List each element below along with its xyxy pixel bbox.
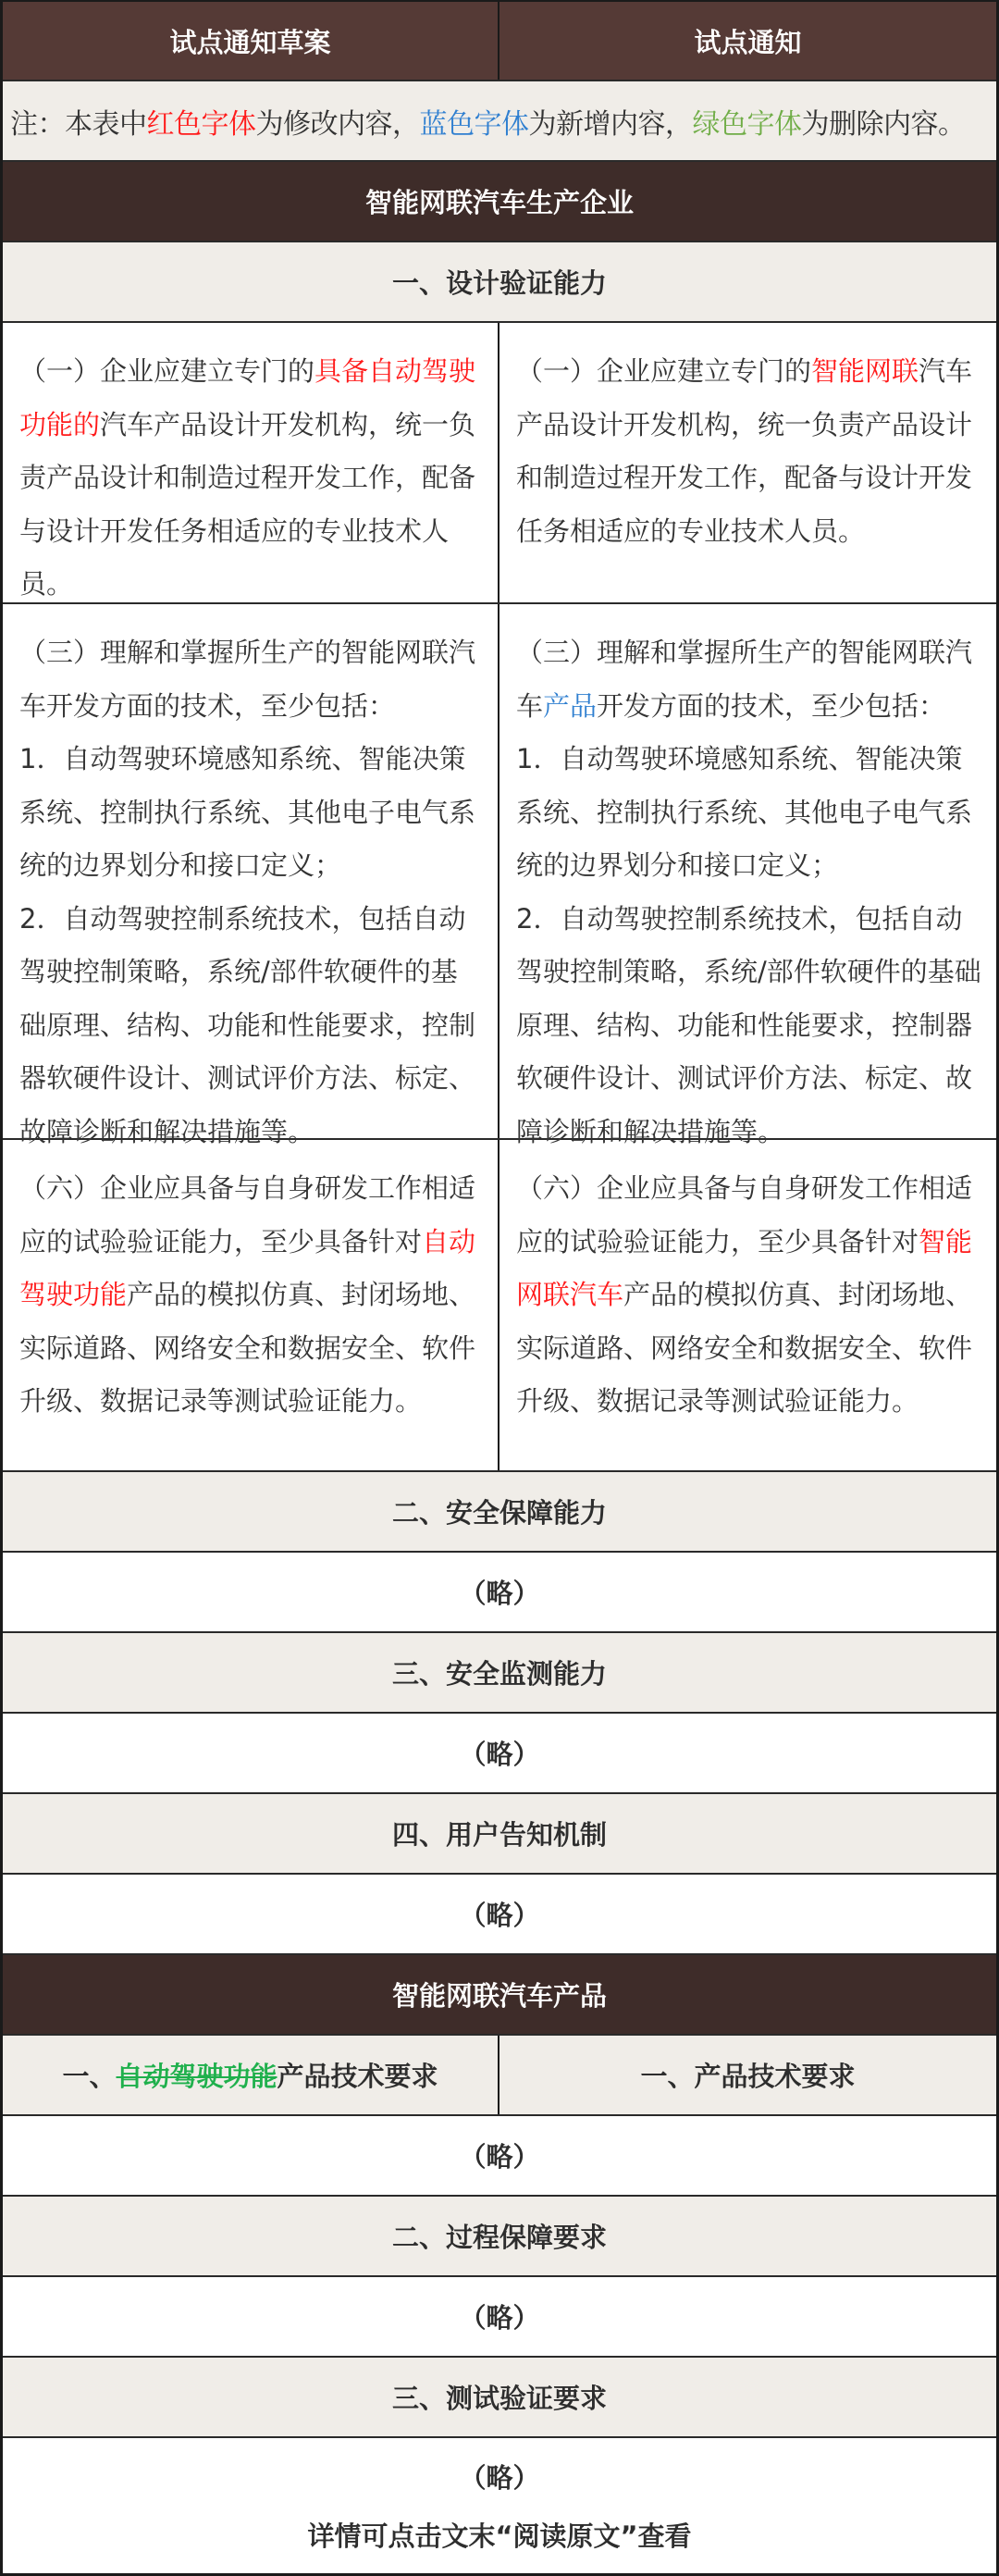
final-cell	[3, 2438, 996, 2573]
draft-clause-3	[3, 604, 500, 1147]
list-item: 1．自动驾驶环境感知系统、智能决策系统、控制执行系统、其他电子电气系统的边界划分和接口定义；	[19, 743, 476, 881]
omitted-text: （略）	[459, 1739, 540, 1770]
subsection-title: 三、测试验证要求	[391, 2383, 607, 2414]
modified-text: 智能网联汽车	[516, 1225, 973, 1310]
legend-mid2: 为新增内容，	[528, 107, 693, 141]
added-text: 产品	[543, 689, 598, 722]
omitted-text: （略）	[459, 1900, 540, 1931]
list-item: 2．自动驾驶控制系统技术，包括自动驾驶控制策略，系统/部件软硬件的基础原理、结构、功能和性能要求，控制器软硬件设计、测试评价方法、标定、故障诊断和解决措施等。	[19, 902, 476, 1147]
text: （三）理解和掌握所生产的智能网联汽车开发方面的技术，至少包括：	[19, 637, 476, 722]
omitted-text: （略）	[459, 1578, 540, 1609]
read-original-note: 详情可点击文末“阅读原文”查看	[307, 2520, 692, 2552]
text: 产品的模拟仿真、封闭场地、实际道路、网络安全和数据安全、软件升级、数据记录等测试验证能力。	[19, 1279, 476, 1417]
draft-clause-1	[3, 323, 500, 602]
text: 产品的模拟仿真、封闭场地、实际道路、网络安全和数据安全、软件升级、数据记录等测试验证能力。	[516, 1279, 973, 1417]
header-draft: 试点通知草案	[3, 2, 500, 80]
omitted-row	[3, 1553, 996, 1633]
subsection-title: 四、用户告知机制	[391, 1819, 607, 1851]
subsection-test-verification	[3, 2358, 996, 2438]
table-header-row	[3, 2, 996, 81]
legend-red: 红色字体	[146, 107, 256, 141]
header-final: 试点通知	[694, 26, 802, 58]
subsection-process-assurance	[3, 2197, 996, 2277]
subsection-title: 二、过程保障要求	[391, 2222, 607, 2253]
final-product-tech-title: 一、产品技术要求	[640, 2061, 856, 2092]
subsection-product-tech	[3, 2036, 996, 2116]
final-clause-6	[500, 1140, 996, 1470]
section-title: 智能网联汽车产品	[391, 1980, 607, 2012]
deleted-text: 自动驾驶功能	[116, 2061, 278, 2092]
draft-clause-6	[3, 1140, 500, 1470]
text: 一、	[62, 2061, 117, 2092]
subsection-user-notification	[3, 1794, 996, 1875]
section-title: 智能网联汽车生产企业	[364, 187, 634, 218]
modified-text: 智能网联	[811, 355, 919, 387]
legend-prefix: 注：本表中	[10, 107, 147, 141]
omitted-text: （略）	[459, 2302, 540, 2334]
text: 开发方面的技术，至少包括：	[597, 689, 946, 722]
omitted-row	[3, 1714, 996, 1794]
modified-text: 具备自动驾驶功能的	[19, 355, 476, 440]
legend-suffix: 为删除内容。	[801, 107, 966, 141]
text: （六）企业应具备与自身研发工作相适应的试验验证能力，至少具备针对	[19, 1172, 476, 1257]
omitted-row	[3, 2277, 996, 2358]
subsection-safety-monitoring	[3, 1633, 996, 1714]
final-row	[3, 2438, 996, 2573]
draft-product-tech-title	[3, 2036, 500, 2114]
omitted-text: （略）	[459, 2462, 540, 2494]
text: （一）企业应建立专门的	[19, 355, 315, 387]
table-row	[3, 604, 996, 1147]
legend-note	[3, 81, 996, 160]
section-enterprise	[3, 162, 996, 242]
final-clause-1	[500, 323, 996, 602]
omitted-row	[3, 1875, 996, 1955]
text: 汽车产品设计开发机构，统一负责产品设计和制造过程开发工作，配备与设计开发任务相适应的专业技术人员。	[19, 408, 476, 600]
text: （三）理解和掌握所生产的智能网联汽车	[516, 637, 973, 722]
list-item: 1．自动驾驶环境感知系统、智能决策系统、控制执行系统、其他电子电气系统的边界划分和接口定义；	[516, 743, 973, 881]
subsection-safety-assurance	[3, 1472, 996, 1553]
section-product	[3, 1955, 996, 2036]
text: （一）企业应建立专门的	[516, 355, 812, 387]
text: 产品技术要求	[277, 2061, 438, 2092]
legend-row	[3, 81, 996, 162]
legend-mid1: 为修改内容，	[255, 107, 420, 141]
list-item: 2．自动驾驶控制系统技术，包括自动驾驶控制策略，系统/部件软硬件的基础原理、结构、功能和性能要求，控制器软硬件设计、测试评价方法、标定、故障诊断和解决措施等。	[516, 902, 981, 1147]
subsection-title: 二、安全保障能力	[391, 1497, 607, 1529]
omitted-row	[3, 2116, 996, 2197]
subsection-design	[3, 242, 996, 323]
table-row	[3, 1140, 996, 1472]
subsection-title: 一、设计验证能力	[391, 267, 607, 299]
table-row	[3, 323, 996, 604]
modified-text: 自动驾驶功能	[19, 1225, 476, 1310]
legend-blue: 蓝色字体	[419, 107, 529, 141]
final-clause-3	[500, 604, 996, 1147]
subsection-title: 三、安全监测能力	[391, 1658, 607, 1690]
text: 汽车产品设计开发机构，统一负责产品设计和制造过程开发工作，配备与设计开发任务相适应的专业技术人员。	[516, 355, 973, 547]
text: （六）企业应具备与自身研发工作相适应的试验验证能力，至少具备针对	[516, 1172, 973, 1257]
legend-green: 绿色字体	[692, 107, 802, 141]
omitted-text: （略）	[459, 2141, 540, 2173]
